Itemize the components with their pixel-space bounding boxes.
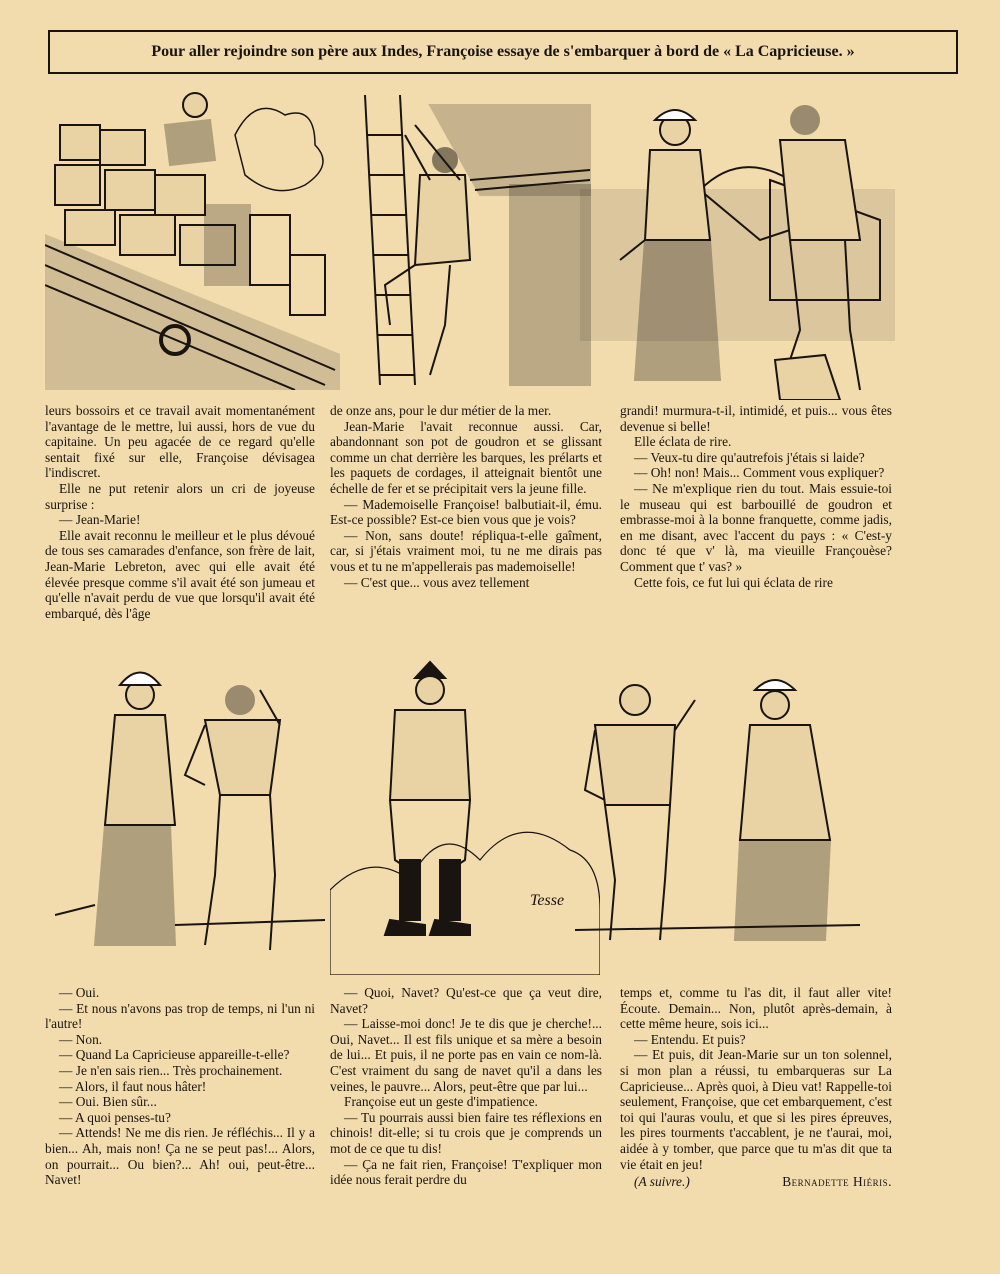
paragraph: — C'est que... vous avez tellement: [344, 574, 530, 590]
paragraph: Cette fois, ce fut lui qui éclata de rire: [634, 574, 833, 590]
paragraph: Elle avait reconnu le meilleur et le plus dévoué de tous ses camarades d'enfance, son frère de lait, Jean-Marie Lebreton, avec qui elle avait été élevée presque comme s'il avait été son jumeau et qu'elle n'avait perdu de vue que lorsqu'il avait été embarqué, dès l'âge: [45, 527, 315, 621]
paragraph: — Je n'en sais rien... Très prochainement.: [59, 1062, 283, 1078]
paragraph: — Quand La Capricieuse appareille-t-elle?: [59, 1047, 290, 1063]
paragraph: temps et, comme tu l'as dit, il faut aller vite! Écoute. Demain... Non, plutôt après-demain, à cette même heure, sois ici...: [620, 985, 892, 1032]
paragraph: — Tu pourrais aussi bien faire tes réflexions en chinois! dit-elle; si tu crois que je comprends un mot de ce que tu dis!: [330, 1109, 602, 1156]
header-title: Pour aller rejoindre son père aux Indes, Françoise essaye de s'embarquer à bord de « La Capricieuse. »: [151, 43, 855, 60]
paragraph: — Ne m'explique rien du tout. Mais essuie-toi le museau qui est barbouillé de goudron et embrasse-moi à la bonne franquette, comme jadis, en me disant, avec l'accent du pays : « C'est-y donc té que v' là, ma vieuille Françouèse? Comment que t' vas? »: [620, 480, 892, 574]
illustration-panel-3: [580, 100, 895, 400]
paragraph: — Alors, il faut nous hâter!: [59, 1078, 207, 1094]
paragraph: — Laisse-moi donc! Je te dis que je cherche!... Oui, Navet... Il est fils unique et sa mère a besoin de lui... Et puis, il ne porte pas en vain ce nom-là. C'est vraiment du sang de navet qu'il a dans les veines, le pauvre... Alors, peut-être que par lui...: [330, 1016, 602, 1094]
paragraph: — Jean-Marie!: [59, 512, 141, 528]
text-column-bottom-2: [330, 985, 602, 1188]
paragraph: — Ça ne fait rien, Françoise! T'expliquer mon idée nous ferait perdre du: [330, 1156, 602, 1188]
illustrator-signature: Tesse: [530, 892, 565, 909]
text-column-top-3: [620, 403, 892, 590]
paragraph: Elle éclata de rire.: [634, 434, 732, 450]
paragraph: — Oui.: [59, 985, 100, 1000]
paragraph: — Non.: [59, 1031, 103, 1047]
text-column-top-2: [330, 403, 602, 590]
to-be-continued: (A suivre.): [634, 1174, 690, 1190]
paragraph: — A quoi penses-tu?: [59, 1109, 171, 1125]
navet-standing-drawing: [330, 650, 600, 975]
illustration-panel-5: [330, 650, 600, 975]
illustration-panel-1: [45, 85, 340, 390]
two-characters-drawing: [55, 665, 325, 965]
ladder-climb-drawing: [360, 85, 600, 390]
paragraph: de onze ans, pour le dur métier de la mer.: [330, 403, 552, 418]
text-column-bottom-1: [45, 985, 315, 1188]
paragraph: — Oh! non! Mais... Comment vous expliquer?: [634, 465, 885, 481]
paragraph: — Et puis, dit Jean-Marie sur un ton solennel, si mon plan a réussi, tu embarqueras sur La Capricieuse... Après quoi, à Dieu vat! Rappelle-toi seulement, Françoise, que cet embarquement, c'est toi qui l'auras voulu, et que si les pires épreuves, les pires tourments t'accablent, je ne t'aurai, moi, aidée à y tomber, que parce que tu m'as dit que ta vie était en jeu!: [620, 1047, 892, 1172]
text-column-top-1: [45, 403, 315, 621]
paragraph: — Quoi, Navet? Qu'est-ce que ça veut dire, Navet?: [330, 985, 602, 1016]
paragraph: leurs bossoirs et ce travail avait momentanément l'avantage de le mettre, lui aussi, hors de vue du capitaine. Un peu agacée de ce regard qu'elle sentait fixé sur elle, Françoise dévisagea l'indiscret.: [45, 403, 315, 481]
conversation-drawing: [575, 660, 860, 970]
illustration-panel-4: [55, 665, 325, 965]
paragraph: — Entendu. Et puis?: [634, 1031, 746, 1047]
paragraph: — Mademoiselle Françoise! balbutiait-il, ému. Est-ce possible? Est-ce bien vous que je vois?: [330, 496, 602, 528]
paragraph: Jean-Marie l'avait reconnue aussi. Car, abandonnant son pot de goudron et se glissant comme un chat derrière les barques, les prélarts et les paquets de cordages, il atteignait bientôt une échelle de fer et se précipitait vers la jeune fille.: [330, 418, 602, 496]
article-signature: [620, 1174, 892, 1190]
reunion-drawing: [580, 100, 895, 400]
author-name: Bernadette Hiéris.: [782, 1174, 892, 1190]
paragraph: — Et nous n'avons pas trop de temps, ni l'un ni l'autre!: [45, 1000, 315, 1032]
deck-cargo-drawing: [45, 85, 340, 390]
illustration-panel-6: [575, 660, 860, 970]
illustration-panel-2: [360, 85, 600, 390]
paragraph: — Veux-tu dire qu'autrefois j'étais si laide?: [634, 449, 865, 465]
paragraph: grandi! murmura-t-il, intimidé, et puis... vous êtes devenue si belle!: [620, 403, 892, 434]
page-header: [48, 30, 958, 74]
paragraph: Elle ne put retenir alors un cri de joyeuse surprise :: [45, 480, 315, 512]
paragraph: — Non, sans doute! répliqua-t-elle gaîment, car, si j'étais vraiment moi, tu ne me dirais pas vous et tu ne m'appellerais pas mademoiselle!: [330, 527, 602, 574]
paragraph: Françoise eut un geste d'impatience.: [344, 1094, 538, 1110]
text-column-bottom-3: [620, 985, 892, 1190]
paragraph: — Attends! Ne me dis rien. Je réfléchis... Il y a bien... Ah, mais non! Ça ne se peut pas!... Alors, on pourrait... Ou bien?... Ah! oui, peut-être... Navet!: [45, 1125, 315, 1188]
paragraph: — Oui. Bien sûr...: [59, 1094, 157, 1110]
